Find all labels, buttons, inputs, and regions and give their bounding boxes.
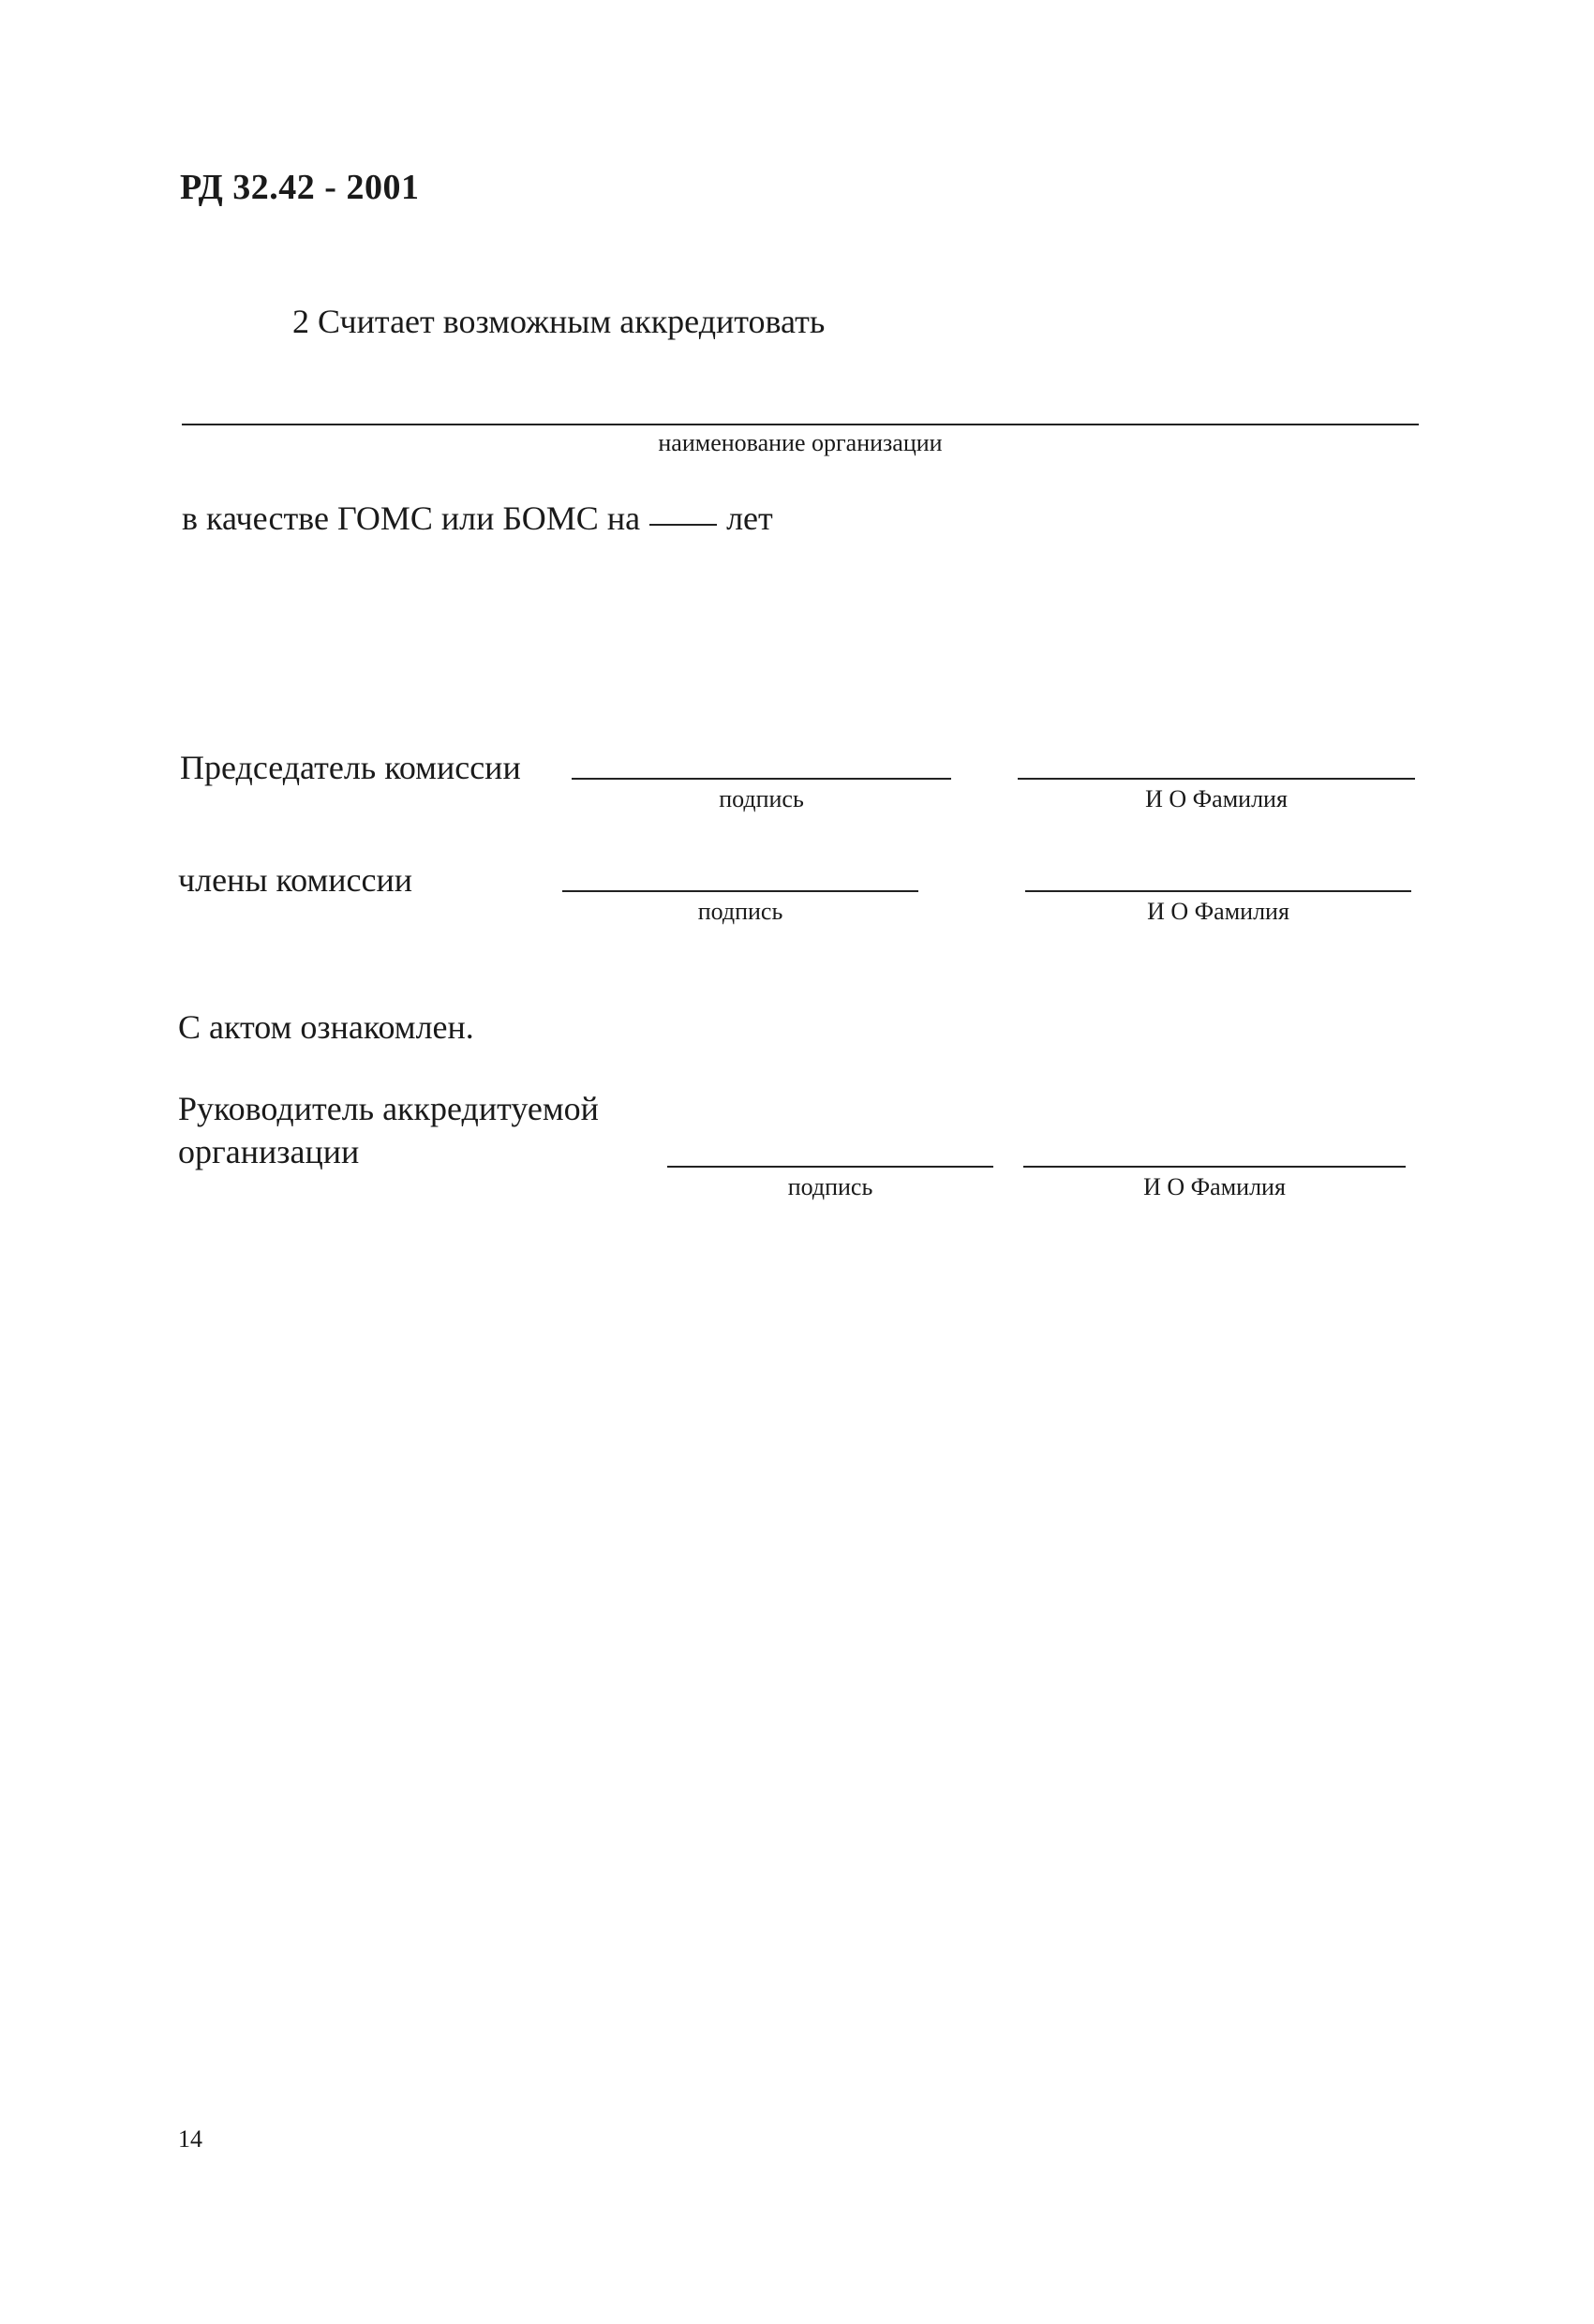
head-signature-line — [667, 1166, 993, 1168]
chairman-signature-caption: подпись — [719, 785, 804, 812]
organization-name-caption: наименование организации — [658, 429, 943, 456]
head-name-caption: И О Фамилия — [1143, 1173, 1286, 1200]
chairman-signature-line — [572, 778, 951, 780]
chairman-label: Председатель комиссии — [180, 749, 521, 786]
head-label-line2: организации — [178, 1133, 360, 1170]
members-name-caption: И О Фамилия — [1147, 898, 1289, 925]
chairman-name-line — [1018, 778, 1415, 780]
members-signature-caption: подпись — [697, 898, 783, 925]
head-name-line — [1023, 1166, 1406, 1168]
acknowledged-text: С актом ознакомлен. — [178, 1008, 474, 1046]
chairman-name-caption: И О Фамилия — [1145, 785, 1288, 812]
accreditation-type-line — [182, 499, 773, 538]
years-blank-field — [649, 524, 717, 526]
page-number: 14 — [178, 2125, 202, 2153]
members-signature-line — [562, 890, 918, 892]
organization-name-line — [182, 424, 1419, 425]
head-signature-caption: подпись — [787, 1173, 873, 1200]
accreditation-type-suffix: лет — [726, 499, 773, 537]
members-name-line — [1025, 890, 1411, 892]
document-code-header: РД 32.42 - 2001 — [180, 168, 420, 207]
head-label-line1: Руководитель аккредитуемой — [178, 1090, 599, 1127]
item-2-text: 2 Считает возможным аккредитовать — [292, 303, 826, 340]
members-label: члены комиссии — [178, 861, 413, 899]
accreditation-type-prefix: в качестве ГОМС или БОМС на — [182, 499, 641, 537]
